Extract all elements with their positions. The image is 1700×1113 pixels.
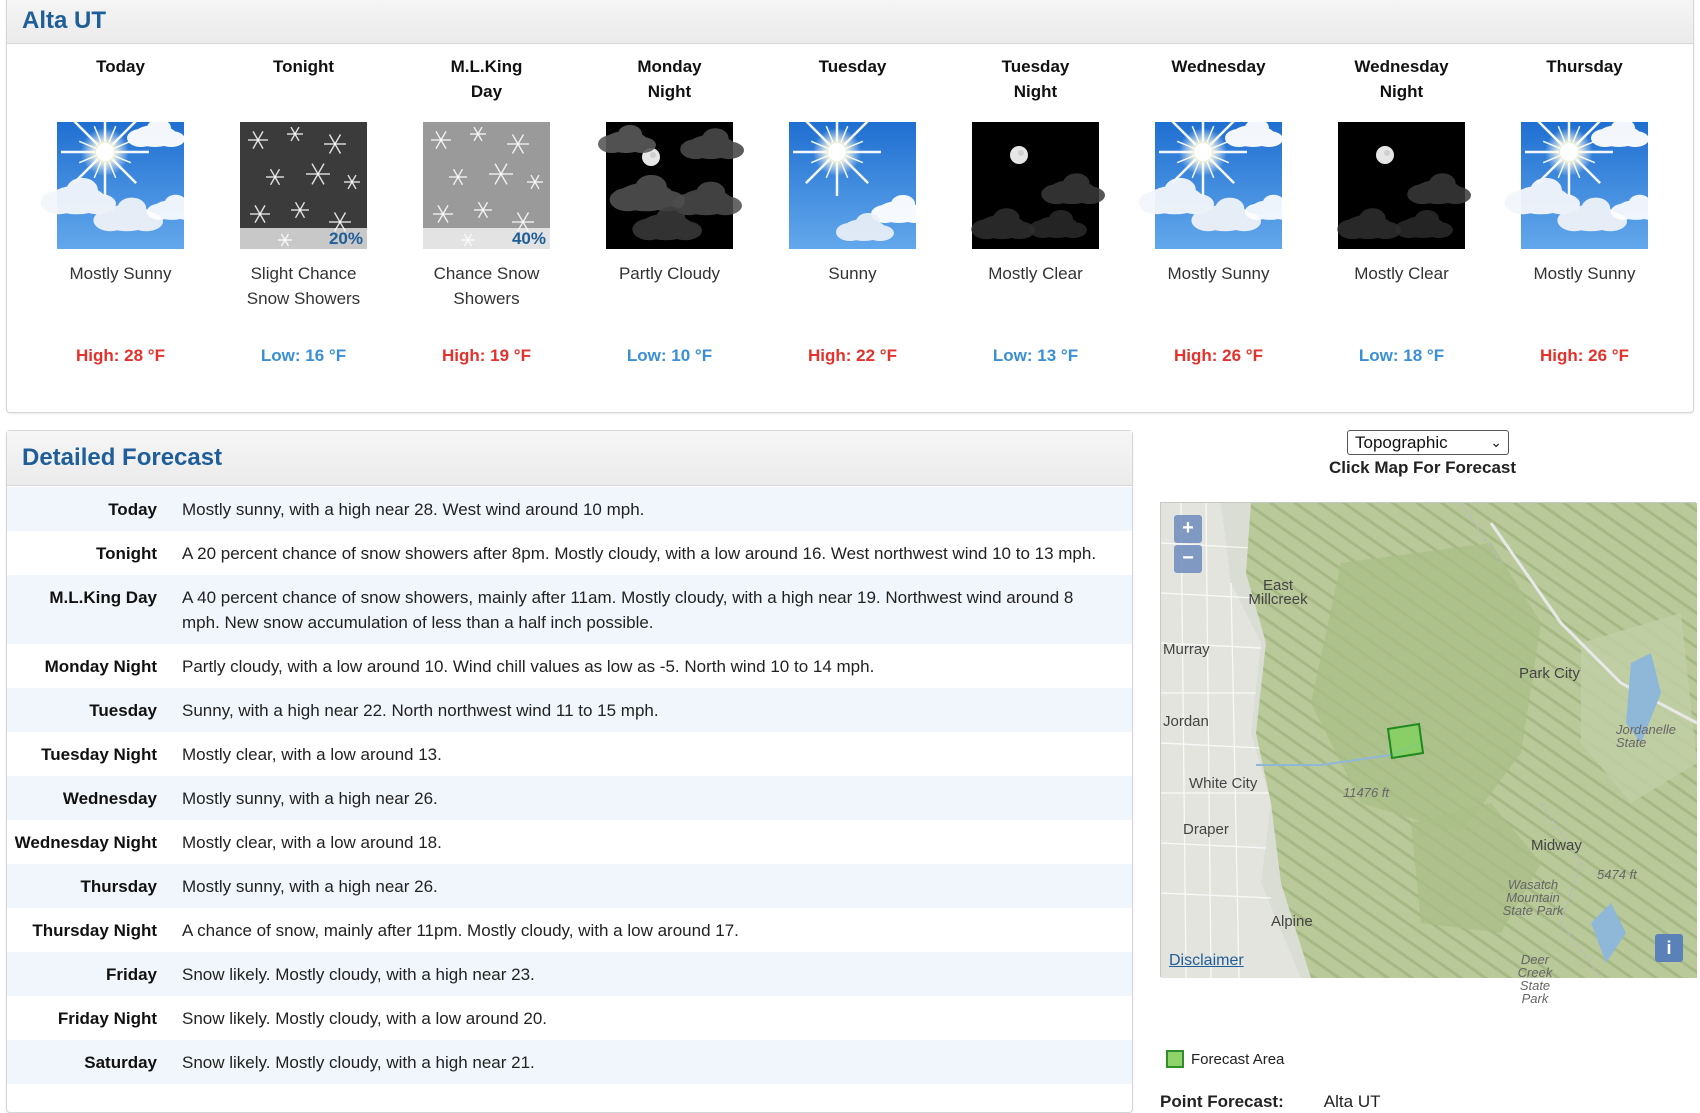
detailed-forecast-row: [7, 531, 1132, 575]
detailed-forecast-row: [7, 1040, 1132, 1084]
map-label-murray: Murray: [1163, 641, 1210, 658]
short-forecast: Mostly Sunny: [69, 264, 172, 283]
map-label-deer-creek: Deer Creek State Park: [1517, 952, 1553, 1006]
high-temp: High: 26 °F: [1174, 346, 1263, 365]
row-period-label: Monday Night: [44, 657, 157, 676]
map-legend: [1166, 1050, 1284, 1068]
row-forecast-text: Sunny, with a high near 22. North northwest wind 11 to 15 mph.: [182, 701, 659, 720]
forecast-period[interactable]: [1493, 50, 1676, 366]
forecast-map[interactable]: [1160, 502, 1696, 1006]
mostly-clear-night-icon[interactable]: [972, 122, 1099, 249]
period-name: Tuesday: [818, 57, 887, 76]
row-forecast-text: Mostly clear, with a low around 18.: [182, 833, 442, 852]
short-forecast: Chance Snow Showers: [433, 264, 540, 308]
detailed-forecast-row: [7, 776, 1132, 820]
row-period-label: Saturday: [84, 1053, 157, 1072]
low-temp: Low: 18 °F: [1358, 346, 1445, 365]
forecast-area-marker: [1388, 724, 1423, 758]
row-forecast-text: Mostly sunny, with a high near 28. West wind around 10 mph.: [182, 500, 645, 519]
short-forecast: Mostly Sunny: [1167, 264, 1270, 283]
forecast-period[interactable]: [212, 50, 395, 366]
chevron-down-icon: ⌄: [1490, 434, 1502, 450]
row-period-label: Friday: [105, 965, 157, 984]
detailed-forecast-row: [7, 732, 1132, 776]
mostly-sunny-icon[interactable]: [1521, 122, 1648, 249]
detailed-forecast-row: [7, 908, 1132, 952]
row-period-label: Tuesday: [89, 701, 157, 720]
zoom-in-button[interactable]: +: [1174, 515, 1202, 543]
high-temp: High: 19 °F: [442, 346, 531, 365]
detailed-forecast-title: Detailed Forecast: [7, 431, 1132, 486]
point-forecast-label: Point Forecast:: [1160, 1092, 1284, 1111]
map-type-select[interactable]: [1347, 430, 1509, 455]
period-name: Wednesday: [1171, 57, 1266, 76]
period-name: Tonight: [272, 57, 335, 76]
row-forecast-text: A 40 percent chance of snow showers, mainly after 11am. Mostly cloudy, with a high near 19. Northwest wind around 8 mph. New snow accumulation of less than a half inch possible.: [182, 588, 1074, 632]
sunny-icon[interactable]: [789, 122, 916, 249]
row-forecast-text: Mostly clear, with a low around 13.: [182, 745, 442, 764]
map-elevation-11476: 11476 ft: [1343, 785, 1390, 800]
zoom-out-button[interactable]: −: [1174, 545, 1202, 573]
row-period-label: M.L.King Day: [49, 588, 157, 607]
period-name: Tuesday Night: [1001, 57, 1070, 101]
high-temp: High: 26 °F: [1540, 346, 1629, 365]
detailed-forecast-row: [7, 487, 1132, 531]
short-forecast: Mostly Sunny: [1533, 264, 1636, 283]
location-title: Alta UT: [7, 0, 1693, 44]
row-forecast-text: Snow likely. Mostly cloudy, with a high near 23.: [182, 965, 535, 984]
row-forecast-text: A 20 percent chance of snow showers after 8pm. Mostly cloudy, with a low around 16. West northwest wind 10 to 13 mph.: [182, 544, 1097, 563]
short-forecast: Sunny: [828, 264, 877, 283]
row-period-label: Wednesday: [62, 789, 157, 808]
forecast-period[interactable]: [29, 50, 212, 366]
row-forecast-text: Snow likely. Mostly cloudy, with a low around 20.: [182, 1009, 548, 1028]
detailed-forecast-row: [7, 820, 1132, 864]
detailed-forecast-panel: [6, 430, 1133, 1113]
map-elevation-5474: 5474 ft: [1597, 867, 1637, 882]
map-section: [1150, 428, 1695, 1112]
forecast-period[interactable]: [944, 50, 1127, 366]
forecast-period[interactable]: [1127, 50, 1310, 366]
row-period-label: Tonight: [95, 544, 157, 563]
row-period-label: Tuesday Night: [41, 745, 157, 764]
low-temp: Low: 10 °F: [626, 346, 713, 365]
detailed-forecast-row: [7, 575, 1132, 644]
detailed-forecast-rows: [7, 487, 1132, 1084]
map-label-wasatch-park: Wasatch Mountain State Park: [1502, 877, 1564, 918]
period-name: Wednesday Night: [1354, 57, 1449, 101]
forecast-period[interactable]: [761, 50, 944, 366]
high-temp: High: 28 °F: [76, 346, 165, 365]
map-label-east-millcreek: East Millcreek: [1248, 577, 1308, 608]
row-period-label: Today: [108, 500, 157, 519]
disclaimer-link[interactable]: Disclaimer: [1169, 952, 1244, 969]
mostly-sunny-icon[interactable]: [57, 122, 184, 249]
forecast-period[interactable]: [395, 50, 578, 366]
point-forecast: [1160, 1092, 1380, 1112]
map-label-jordanelle: Jordanelle State: [1616, 722, 1676, 750]
row-period-label: Wednesday Night: [14, 833, 157, 852]
forecast-periods: [29, 50, 1669, 400]
detailed-forecast-row: [7, 864, 1132, 908]
period-name: M.L.King Day: [450, 57, 523, 101]
precip-chance: 40%: [423, 228, 550, 249]
map-label-white-city: White City: [1189, 775, 1258, 792]
map-type-value: Topographic: [1355, 433, 1448, 452]
mostly-sunny-icon[interactable]: [1155, 122, 1282, 249]
mostly-clear-night-icon[interactable]: [1338, 122, 1465, 249]
row-forecast-text: Partly cloudy, with a low around 10. Wind chill values as low as -5. North wind 10 to 14 mph.: [182, 657, 875, 676]
detailed-forecast-row: [7, 952, 1132, 996]
row-forecast-text: Mostly sunny, with a high near 26.: [182, 877, 438, 896]
partly-cloudy-night-icon[interactable]: [606, 122, 733, 249]
snow-showers-icon[interactable]: [423, 122, 550, 249]
row-period-label: Thursday Night: [32, 921, 157, 940]
map-label-midway: Midway: [1531, 837, 1582, 854]
legend-label: Forecast Area: [1191, 1050, 1285, 1068]
period-name: Today: [96, 57, 145, 76]
detailed-forecast-row: [7, 688, 1132, 732]
short-forecast: Slight Chance Snow Showers: [246, 264, 361, 308]
row-forecast-text: Mostly sunny, with a high near 26.: [182, 789, 438, 808]
map-hint: Click Map For Forecast: [1328, 458, 1517, 477]
forecast-period[interactable]: [1310, 50, 1493, 366]
map-label-jordan: Jordan: [1163, 713, 1209, 730]
period-name: Monday Night: [637, 57, 702, 101]
detailed-forecast-row: [7, 996, 1132, 1040]
low-temp: Low: 16 °F: [260, 346, 347, 365]
detailed-forecast-row: [7, 644, 1132, 688]
short-forecast: Mostly Clear: [1354, 264, 1449, 283]
forecast-period[interactable]: [578, 50, 761, 366]
point-forecast-value: Alta UT: [1323, 1092, 1381, 1111]
row-forecast-text: Snow likely. Mostly cloudy, with a high near 21.: [182, 1053, 535, 1072]
period-name: Thursday: [1546, 57, 1623, 76]
precip-chance: 20%: [240, 228, 367, 249]
map-label-park-city: Park City: [1519, 665, 1580, 682]
seven-day-panel: [6, 0, 1694, 413]
short-forecast: Mostly Clear: [988, 264, 1083, 283]
map-info-button[interactable]: i: [1655, 934, 1683, 962]
map-label-alpine: Alpine: [1271, 913, 1313, 930]
row-forecast-text: A chance of snow, mainly after 11pm. Mostly cloudy, with a low around 17.: [182, 921, 739, 940]
map-label-draper: Draper: [1183, 821, 1229, 838]
snow-showers-night-icon[interactable]: [240, 122, 367, 249]
row-period-label: Friday Night: [57, 1009, 157, 1028]
row-period-label: Thursday: [80, 877, 157, 896]
low-temp: Low: 13 °F: [992, 346, 1079, 365]
high-temp: High: 22 °F: [808, 346, 897, 365]
forecast-area-swatch: [1166, 1050, 1184, 1068]
short-forecast: Partly Cloudy: [618, 264, 721, 283]
